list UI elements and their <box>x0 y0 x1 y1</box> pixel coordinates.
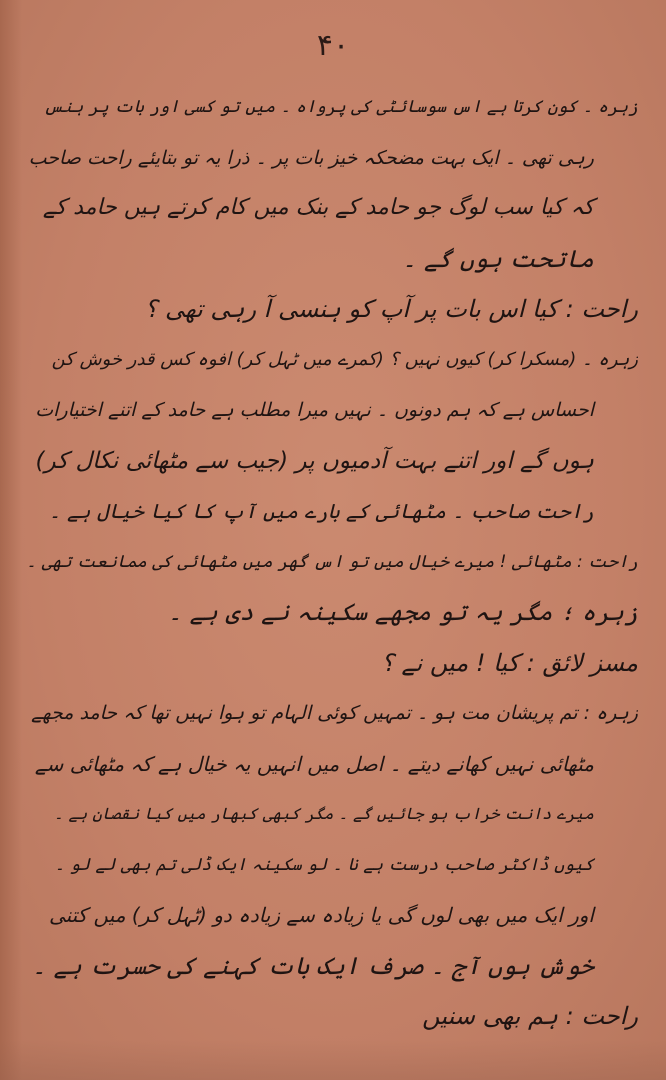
text-line: ہوں گے اور اتنے بہت آدمیوں پر (جیب سے مٹھائی نکال کر) <box>35 447 594 474</box>
text-line: ماتحت ہوں گے ۔ <box>402 244 594 273</box>
text-line: اور ایک میں بھی لوں گی یا زیادہ سے زیادہ دو (ٹہل کر) میں کتنی <box>48 903 594 927</box>
text-line: راحت : ہم بھی سنیں <box>422 1002 638 1030</box>
text-line: کیوں ڈاکٹر صاحب درست ہے نا ۔ لو سکینہ ایک ڈلی تم بھی لے لو ۔ <box>54 854 594 875</box>
text-line: رہی تھی ۔ ایک بہت مضحکہ خیز بات پر ۔ ذرا یہ تو بتایئے راحت صاحب <box>28 146 594 169</box>
text-line: راحت : کیا اس بات پر آپ کو ہنسی آ رہی تھی ؟ <box>144 295 638 323</box>
text-line: زہرہ ۔ کون کرتا ہے اس سوسائٹی کی پرواہ ۔ میں تو کسی اور بات پر ہنس <box>43 97 638 117</box>
text-line: مسز لائق : کیا ! میں نے ؟ <box>381 648 638 677</box>
text-line: راحت : مٹھائی ! میرے خیال میں تو اس گھر میں مٹھائی کی ممانعت تھی ۔ <box>26 551 638 572</box>
text-line: مٹھائی نہیں کھانے دیتے ۔ اصل میں انہیں یہ خیال ہے کہ مٹھائی سے <box>34 751 594 776</box>
text-line: کہ کیا سب لوگ جو حامد کے بنک میں کام کرتے ہیں حامد کے <box>42 195 594 220</box>
text-line: میرے دانت خراب ہو جائیں گے ۔ مگر کبھی کبھار میں کیا نقصان ہے ۔ <box>54 804 594 823</box>
text-line: زہرہ : تم پریشان مت ہو ۔ تمہیں کوئی الہام تو ہوا نہیں تھا کہ حامد مجھے <box>31 702 638 724</box>
urdu-text-block <box>26 82 638 1042</box>
text-line: زہرہ ؛ مگر یہ تو مجھے سکینہ نے دی ہے ۔ <box>167 598 638 626</box>
page-number: ۴۰ <box>316 28 350 63</box>
text-line: خوش ہوں آج ۔ صرف ایک بات کہنے کی حسرت ہے ۔ <box>31 951 594 980</box>
text-line: احساس ہے کہ ہم دونوں ۔ نہیں میرا مطلب ہے حامد کے اتنے اختیارات <box>35 399 594 421</box>
text-line: زہرہ ۔ (مسکرا کر) کیوں نہیں ؟ (کمرے میں ٹہل کر) افوہ کس قدر خوش کن <box>51 348 638 370</box>
text-line: راحت صاحب ۔ مٹھائی کے بارے میں آپ کا کیا خیال ہے ۔ <box>48 499 594 523</box>
